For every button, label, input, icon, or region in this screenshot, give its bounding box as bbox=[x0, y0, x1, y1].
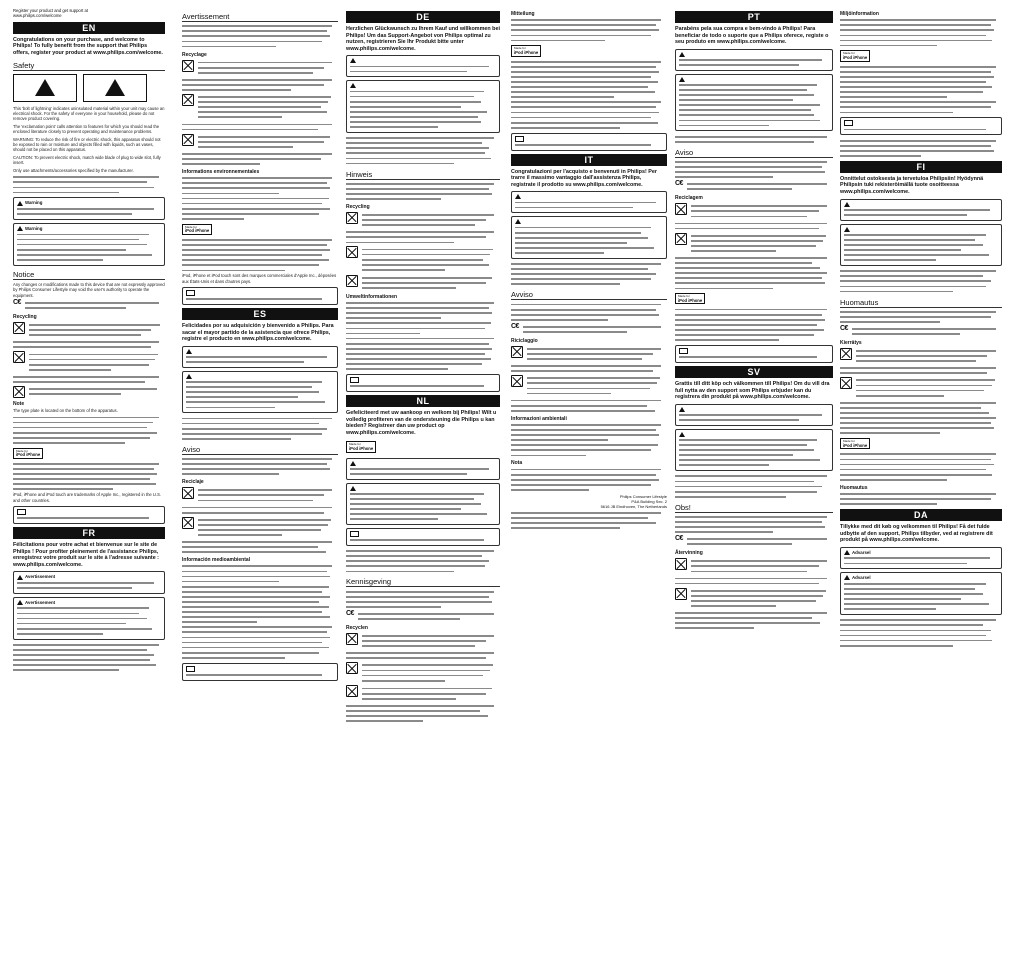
crossed-bin-icon bbox=[675, 203, 687, 215]
congrats-nl: Gefeliciteerd met uw aankoop en welkom bij Philips! Wilt u volledig profiteren van de ondersteuning die Philips u kan bieden? Registreer dan uw product op www.philips.com/welcome. bbox=[346, 409, 497, 436]
warning-triangle-icon bbox=[83, 74, 147, 102]
kierratys-title: Kierrätys bbox=[840, 339, 862, 346]
congrats-it: Congratulazioni per l'acquisto e benvenuti in Philips! Per trarre il massimo vantaggio dall'assistenza Philips, registrate il prodotto su www.philips.com/welcome. bbox=[511, 168, 657, 188]
warning-label: Warning bbox=[25, 225, 43, 231]
warning-box-nl-2 bbox=[346, 483, 500, 525]
warning-icon bbox=[844, 550, 850, 555]
warning-icon bbox=[844, 227, 850, 232]
note-title-en: Note bbox=[13, 400, 25, 407]
warning-icon bbox=[679, 77, 685, 82]
recycle-title-nl: Recyclen bbox=[346, 624, 368, 631]
warning-icon bbox=[186, 349, 192, 354]
crossed-bin-icon bbox=[346, 662, 358, 674]
crossed-bin-icon bbox=[346, 633, 358, 645]
avertissement-title: Avertissement bbox=[182, 12, 338, 22]
note-icon bbox=[186, 666, 195, 672]
congrats-fr: Félicitations pour votre achat et bienvenue sur le site de Philips ! Pour profiter pleinement de l'assistance Philips, enregistrez votre produit sur le site à l'adresse suivante : www.philips.com/welcome. bbox=[13, 542, 159, 568]
crossed-bin-icon bbox=[182, 134, 194, 146]
warning-icon bbox=[350, 486, 356, 491]
note-para-en: The type plate is located on the bottom of the apparatus. bbox=[13, 407, 118, 413]
address-line: P&A Building Sec. 2 bbox=[631, 498, 667, 504]
warning-box-fi bbox=[840, 199, 1002, 221]
avviso-title: Avviso bbox=[511, 290, 667, 300]
note-box-sv bbox=[840, 117, 1002, 135]
crossed-bin-icon bbox=[182, 94, 194, 106]
warning-icon bbox=[844, 575, 850, 580]
address-line: Philips Consumer Lifestyle bbox=[619, 493, 667, 499]
congrats-da: Tillykke med dit køb og velkommen til Philips! Få det fulde udbytte af den support, Philips tilbyder, ved at registrere dit produkt på www.philips.com/welcome. bbox=[840, 524, 993, 544]
ce-row bbox=[13, 300, 165, 311]
umwelt-title: Umweltinformationen bbox=[346, 293, 398, 300]
lang-band-de: DE bbox=[346, 11, 500, 23]
lang-band-nl: NL bbox=[346, 395, 500, 407]
warning-box-fr-2: Avertissement bbox=[13, 597, 165, 640]
reciclagem-title: Reciclagem bbox=[675, 195, 703, 202]
warning-icon bbox=[17, 201, 23, 206]
warning-box-es-2 bbox=[182, 371, 338, 413]
note-box-en bbox=[13, 506, 165, 524]
lang-band-sv: SV bbox=[675, 366, 833, 378]
crossed-bin-icon bbox=[675, 233, 687, 245]
huom-title-2: Huomautus bbox=[840, 484, 868, 491]
lang-band-es: ES bbox=[182, 308, 338, 320]
lang-band-da: DA bbox=[840, 509, 1002, 521]
congrats-de: Herzlichen Glückwunsch zu Ihrem Kauf und willkommen bei Philips! Um das Support-Angebot von Philips optimal zu nutzen, registrieren Sie Ihr Produkt bitte unter www.philips.com/welcome. bbox=[346, 26, 500, 52]
congrats-fi: Onnittelut ostoksesta ja tervetuloa Philipsiin! Hyödynnä Philipsin tuki rekisteröimällä tuote osoitteessa www.philips.com/welcome. bbox=[840, 175, 984, 196]
warning-box bbox=[13, 197, 165, 219]
mitteilung-title: Mitteilung bbox=[511, 11, 535, 17]
column-fi-da bbox=[840, 8, 1002, 952]
warning-label: Warning bbox=[25, 200, 43, 206]
recycle-title-fr: Recyclage bbox=[182, 51, 207, 58]
ce-icon: C€ bbox=[675, 535, 683, 543]
ce-row-fi bbox=[840, 326, 1002, 337]
warning-icon bbox=[679, 432, 685, 437]
column-de-nl bbox=[346, 8, 500, 952]
address-line: 5616 JB Eindhoven, The Netherlands bbox=[600, 503, 667, 509]
ce-row-nl bbox=[346, 611, 500, 622]
warning-icon bbox=[515, 194, 521, 199]
crossed-bin-icon bbox=[346, 275, 358, 287]
ce-row-sv bbox=[675, 536, 833, 547]
note-box-nl bbox=[346, 528, 500, 546]
ce-icon: C€ bbox=[675, 180, 683, 188]
crossed-bin-icon bbox=[182, 60, 194, 72]
warning-icon bbox=[679, 52, 685, 57]
ce-icon: C€ bbox=[511, 322, 519, 330]
congrats-pt: Parabéns pela sua compra e bem-vindo à Philips! Para beneficiar de todo o suporte que a Philips oferece, registe o seu produto em www.philips.com/welcome. bbox=[675, 26, 829, 46]
miljo-title: Miljöinformation bbox=[840, 11, 879, 17]
lang-band-it: IT bbox=[511, 154, 667, 166]
warning-box-de-2 bbox=[346, 80, 500, 133]
ce-row-pt bbox=[675, 181, 833, 192]
madefor-badge-sv: Made for iPod iPhone bbox=[840, 50, 870, 61]
note-icon bbox=[679, 348, 688, 354]
madefor-badge-fr: Made for iPod iPhone bbox=[182, 224, 212, 235]
note-box-es bbox=[182, 663, 338, 681]
warning-para: WARNING: To reduce the risk of fire or electric shock, this apparatus should not be exposed to rain or moisture and objects filled with liquids, such as vases, should not be placed on this apparatus. bbox=[13, 136, 161, 153]
note-icon bbox=[186, 290, 195, 296]
ce-icon: C€ bbox=[13, 298, 21, 306]
warning-icon bbox=[844, 202, 850, 207]
warning-box-it bbox=[511, 191, 667, 213]
warning-box-2 bbox=[13, 223, 165, 266]
crossed-bin-icon bbox=[346, 685, 358, 697]
notice-para: Any changes or modifications made to this device that are not expressly approved by Philips Consumer Lifestyle may void the user's authority to operate the equipment. bbox=[13, 281, 165, 298]
column-en bbox=[13, 8, 165, 952]
riciclaggio-title: Riciclaggio bbox=[511, 337, 538, 344]
warning-icon bbox=[350, 461, 356, 466]
crossed-bin-icon bbox=[840, 348, 852, 360]
warning-box-it-2 bbox=[511, 216, 667, 258]
column-fr-es bbox=[182, 8, 338, 952]
crossed-bin-icon bbox=[182, 487, 194, 499]
warning-box-da-2: Advarsel bbox=[840, 572, 1002, 615]
note-icon bbox=[17, 509, 26, 515]
crossed-bin-icon bbox=[511, 346, 523, 358]
madefor-badge-pt: Made for iPod iPhone bbox=[675, 293, 705, 304]
env-title-fr: Informations environnementales bbox=[182, 168, 260, 175]
lang-band-en: EN bbox=[13, 22, 165, 34]
crossed-bin-icon bbox=[346, 212, 358, 224]
warning-icon bbox=[679, 407, 685, 412]
column-pt-sv bbox=[675, 8, 833, 952]
note-box-fr bbox=[182, 287, 338, 305]
warning-icon bbox=[350, 58, 356, 63]
safety-title: Safety bbox=[13, 61, 165, 71]
crossed-bin-icon bbox=[346, 246, 358, 258]
warning-box-sv-2 bbox=[675, 429, 833, 471]
trademark-para-en: iPod, iPhone and iPod touch are trademarks of Apple Inc., registered in the U.S. and other countries. bbox=[13, 492, 162, 503]
warning-box-pt bbox=[675, 49, 833, 71]
note-icon bbox=[515, 136, 524, 142]
warning-icon bbox=[17, 226, 23, 231]
aviso-title-pt: Aviso bbox=[675, 148, 833, 158]
recycle-title-en: Recycling bbox=[13, 313, 37, 320]
crossed-bin-icon bbox=[182, 517, 194, 529]
congrats-es: Felicidades por su adquisición y bienvenido a Philips. Para sacar el mayor partido de la asistencia que ofrece Philips, registre el producto en www.philips.com/welcome. bbox=[182, 323, 334, 343]
only-use-para: Only use attachments/accessories specified by the manufacturer. bbox=[13, 167, 134, 173]
notice-title: Notice bbox=[13, 270, 165, 280]
env-title-it: Informazioni ambientali bbox=[511, 415, 567, 422]
warning-icon bbox=[186, 374, 192, 379]
crossed-bin-icon bbox=[13, 351, 25, 363]
warning-icon bbox=[350, 83, 356, 88]
crossed-bin-icon bbox=[675, 588, 687, 600]
exclamation-para: The 'exclamation point' calls attention to features for which you should read the enclosed literature closely to prevent operating and maintenance problems. bbox=[13, 123, 160, 135]
madefor-badge-de: Made for iPod iPhone bbox=[511, 45, 541, 56]
madefor-badge-nl: Made for iPod iPhone bbox=[346, 441, 376, 452]
crossed-bin-icon bbox=[840, 377, 852, 389]
hinweis-title: Hinweis bbox=[346, 170, 500, 180]
register-line: Register your product and get support at bbox=[13, 8, 88, 13]
lang-band-pt: PT bbox=[675, 11, 833, 23]
caution-label-icon bbox=[13, 74, 77, 102]
lightning-para: This 'bolt of lightning' indicates uninsulated material within your unit may cause an electrical shock. For the safety of everyone in your household, please do not remove product covering. bbox=[13, 105, 165, 122]
address-block bbox=[511, 494, 667, 509]
nota-title-it: Nota bbox=[511, 460, 523, 467]
column-it bbox=[511, 8, 667, 952]
atervinning-title: Återvinning bbox=[675, 550, 703, 557]
warning-box-fi-2 bbox=[840, 224, 1002, 266]
crossed-bin-icon bbox=[511, 375, 523, 387]
madefor-badge-en: Made for iPod iPhone bbox=[13, 448, 43, 459]
warning-icon bbox=[17, 575, 23, 580]
huomautus-title: Huomautus bbox=[840, 298, 1002, 308]
madefor-badge-fi: Made for iPod iPhone bbox=[840, 438, 870, 449]
congrats-en: Congratulations on your purchase, and welcome to Philips! To fully benefit from the support that Philips offers, register your product at www.philips.com/welcome. bbox=[13, 36, 163, 56]
congrats-sv: Grattis till ditt köp och välkommen till Philips! Om du vill dra full nytta av den support som Philips erbjuder kan du registrera din produkt på www.philips.com/welcome. bbox=[675, 381, 830, 401]
warning-box-sv bbox=[675, 404, 833, 426]
note-icon bbox=[844, 120, 853, 126]
obs-title: Obs! bbox=[675, 503, 833, 513]
website-line: www.philips.com/welcome bbox=[13, 13, 62, 19]
recycle-title-de: Recycling bbox=[346, 203, 370, 210]
crossed-bin-icon bbox=[13, 386, 25, 398]
ce-icon: C€ bbox=[840, 324, 848, 332]
warning-icon bbox=[515, 219, 521, 224]
trademark-para-fr: iPod, iPhone et iPod touch sont des marques commerciales d'Apple Inc., déposées aux États-Unis et dans d'autres pays. bbox=[182, 273, 337, 284]
crossed-bin-icon bbox=[13, 322, 25, 334]
note-box-pt bbox=[675, 345, 833, 363]
caution-para: CAUTION: To prevent electric shock, match wide blade of plug to wide slot, fully insert. bbox=[13, 154, 161, 166]
ce-icon: C€ bbox=[346, 609, 354, 617]
env-title-es: Información medioambiental bbox=[182, 557, 251, 564]
note-box-de-2 bbox=[511, 133, 667, 151]
note-icon bbox=[350, 377, 359, 383]
lang-band-fr: FR bbox=[13, 527, 165, 539]
crossed-bin-icon bbox=[675, 558, 687, 570]
note-icon bbox=[350, 531, 359, 537]
note-box-de bbox=[346, 374, 500, 392]
lang-band-fi: FI bbox=[840, 161, 1002, 173]
aviso-title-es: Aviso bbox=[182, 445, 338, 455]
warning-box-fr: Avertissement bbox=[13, 571, 165, 593]
warning-box-es bbox=[182, 346, 338, 368]
warning-box-da: Advarsel bbox=[840, 547, 1002, 569]
warning-box-de bbox=[346, 55, 500, 77]
warning-box-nl bbox=[346, 458, 500, 480]
kennisgeving-title: Kennisgeving bbox=[346, 577, 500, 587]
warning-icon bbox=[17, 600, 23, 605]
warning-box-pt-2 bbox=[675, 74, 833, 132]
safety-symbols bbox=[13, 74, 165, 102]
recycle-title-es: Reciclaje bbox=[182, 479, 204, 486]
ce-row-it bbox=[511, 324, 667, 335]
